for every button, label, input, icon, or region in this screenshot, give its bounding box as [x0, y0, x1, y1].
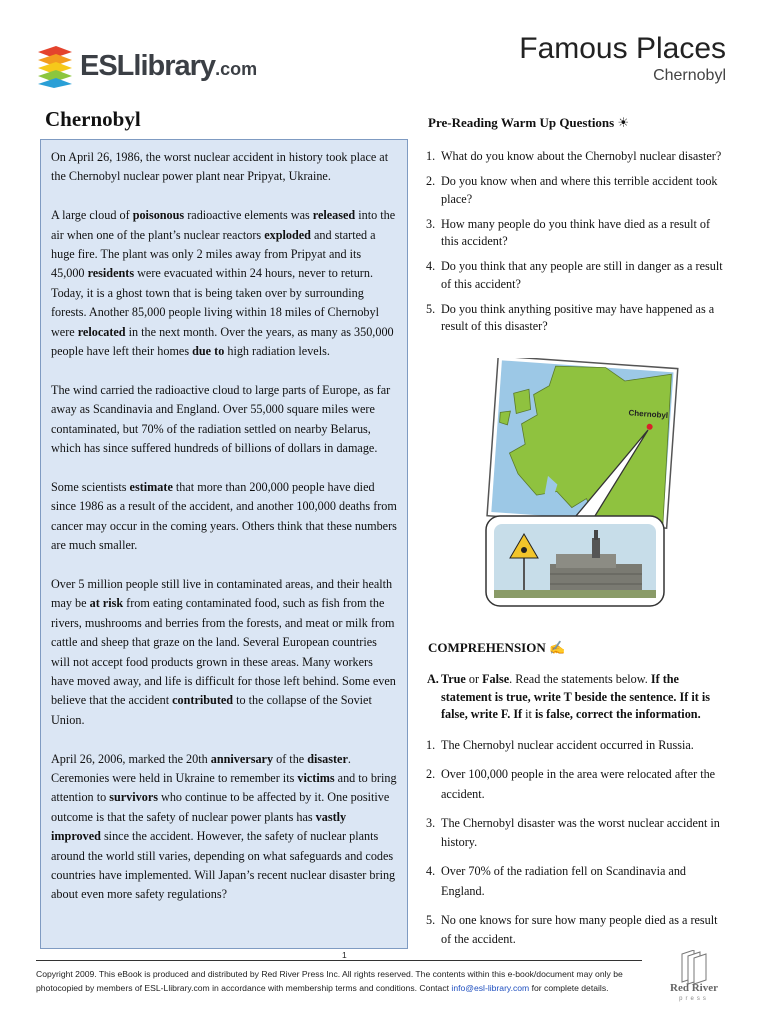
question-text: Do you know when and where this terrible accident took place?	[441, 174, 718, 206]
statement-item	[426, 765, 730, 804]
text-run: The wind carried the radioactive cloud to large parts of Europe, as far away as Scandinavia and England. Over 55,000 square miles were contaminated, but 70% of the radiation settled on nearby Belarus, which has since suffered hundreds of billions of dollars in damage.	[51, 382, 391, 456]
prereading-questions	[426, 148, 730, 343]
vocab-term: disaster	[307, 751, 348, 766]
contact-email-link[interactable]: info@esl-library.com	[451, 983, 530, 993]
question-item	[426, 173, 730, 208]
question-number: 2.	[426, 174, 436, 188]
text-run: who continue to be affected by it. One positive outcome is that the safety of nuclear power plants has	[51, 790, 390, 824]
comprehension-heading: COMPREHENSION ✍	[428, 640, 566, 655]
vocab-term: relocated	[77, 324, 126, 339]
copyright-notice	[36, 967, 651, 995]
question-item	[426, 148, 730, 166]
statement-item	[426, 911, 730, 950]
question-number: 4.	[426, 259, 436, 273]
question-number: 3.	[426, 216, 436, 231]
reading-paragraph-3	[51, 381, 397, 459]
reading-passage	[40, 139, 408, 949]
copyright-text-end: for complete details.	[529, 983, 609, 993]
question-item	[426, 216, 730, 251]
vocab-term: released	[312, 208, 356, 223]
text-run: in the next month. Over the years, as many as 350,000 people have left their homes	[51, 324, 394, 359]
vocab-term: If the statement is true, write T beside the sentence. If it is false, write F. If	[441, 672, 710, 721]
true-false-statements	[426, 736, 730, 959]
logo-wordmark	[80, 50, 257, 83]
text-run: into the air when one of the plant’s nuclear reactors	[51, 208, 396, 242]
statement-item	[426, 814, 730, 853]
vocab-term: due to	[192, 344, 225, 359]
map-label-chernobyl: Chernobyl	[628, 408, 669, 421]
section-subtitle: Chernobyl	[653, 67, 726, 84]
vocab-term: at risk	[89, 596, 124, 611]
vocab-term: True	[441, 672, 466, 686]
vocab-term: residents	[87, 266, 135, 281]
vocab-term: False	[482, 672, 510, 686]
europe-map-image	[480, 358, 680, 613]
prereading-heading: Pre-Reading Warm Up Questions ☀	[428, 115, 630, 130]
statement-text: Over 70% of the radiation fell on Scandinavia and England.	[441, 864, 687, 898]
statement-text: The Chernobyl nuclear accident occurred in Russia.	[441, 738, 694, 752]
text-run: to the collapse of the Soviet Union.	[51, 693, 372, 727]
vocab-term: estimate	[129, 479, 173, 494]
reading-paragraph-6	[51, 750, 397, 905]
statement-text: Over 100,000 people in the area were relocated after the accident.	[441, 767, 716, 801]
instruction-text	[441, 672, 710, 721]
reading-paragraph-4	[51, 478, 397, 556]
question-text: Do you think that any people are still in danger as a result of this accident?	[441, 259, 723, 291]
text-run: high radiation levels.	[224, 344, 330, 359]
text-run: . Ceremonies were held in Ukraine to remember its	[51, 751, 351, 785]
text-run: Over 5 million people still live in contaminated areas, and their health may be	[51, 576, 393, 611]
reading-paragraph-2	[51, 206, 397, 361]
text-run: it	[522, 707, 535, 721]
statement-number: 3.	[426, 815, 436, 830]
text-run: of the	[273, 751, 308, 766]
copyright-text: Copyright 2009. This eBook is produced and distributed by Red River Press Inc. All rights reserved. The contents within this e-book/document may only be photocopied by members of ESL-Llibrary.com in accordance with membership terms and conditions. Contact	[36, 969, 623, 993]
text-run: from eating contaminated food, such as fish from the rivers, mushrooms and berries from the forests, and meat or milk from cattle and sheep that graze on the land. Several European countries will not accept food products grown in these areas. Many workers have moved away, and life is difficult for those left behind. Some even believe that the accident	[51, 596, 396, 708]
text-run: April 26, 2006, marked the 20th	[51, 751, 211, 766]
text-run: On April 26, 1986, the worst nuclear accident in history took place at the Chernobyl nuclear power plant near Pripyat, Ukraine.	[51, 150, 389, 184]
statement-number: 4.	[426, 864, 436, 878]
reading-paragraph-5	[51, 575, 397, 730]
text-run: radioactive elements was	[184, 208, 313, 223]
question-text: What do you know about the Chernobyl nuclear disaster?	[441, 149, 722, 163]
footer-divider	[36, 960, 642, 961]
text-run: or	[465, 672, 483, 686]
vocab-term: anniversary	[210, 751, 274, 766]
logo-main: ESLlibrary	[80, 50, 216, 82]
instruction-letter: A.	[427, 672, 439, 686]
comprehension-instructions	[427, 671, 727, 724]
chernobyl-map-illustration	[480, 358, 680, 613]
statement-number: 2.	[426, 767, 436, 781]
vocab-term: victims	[297, 770, 335, 785]
text-run: Some scientists	[51, 479, 130, 494]
question-text: Do you think anything positive may have happened as a result of this disaster?	[441, 301, 715, 333]
text-run: and to bring attention to	[51, 770, 397, 805]
text-run: were evacuated within 24 hours, never to return. Today, it is a ghost town that is being taken over by surrounding forests. Another 85,000 people living within 18 miles of Chernobyl were	[51, 266, 380, 339]
statement-text: The Chernobyl disaster was the worst nuclear accident in history.	[441, 815, 720, 849]
statement-item	[426, 736, 730, 756]
statement-text: No one knows for sure how many people died as a result of the accident.	[441, 912, 718, 946]
text-run: since the accident. However, the safety of nuclear plants around the world still varies, depending on what safeguards and codes countries have implemented. Will Japan’s recent nuclear disaster bring about even more safety regulations?	[51, 829, 396, 902]
vocab-term: poisonous	[132, 208, 185, 223]
section-title: Famous Places	[519, 32, 726, 65]
vocab-term: exploded	[264, 227, 311, 242]
vocab-term: survivors	[109, 790, 158, 805]
vocab-term: contributed	[172, 693, 234, 708]
esl-library-logo	[36, 44, 276, 94]
publisher-press: press	[679, 996, 709, 1002]
statement-number: 1.	[426, 738, 436, 752]
reading-title: Chernobyl	[45, 107, 141, 131]
statement-item	[426, 862, 730, 901]
text-run: that more than 200,000 people have died since 1986 as a result of the accident, and another 100,000 deaths from cancer may occur in the coming years. Others think that these numbers are much smaller.	[51, 479, 397, 553]
books-stack-icon	[36, 44, 74, 88]
text-run: A large cloud of	[51, 208, 133, 223]
text-run: and started a huge fire. The plant was only 2 miles away from Pripyat and its 45,000	[51, 227, 376, 281]
logo-com: .com	[215, 59, 258, 79]
reading-paragraph-1	[51, 148, 397, 187]
text-run: . Read the statements below.	[509, 672, 651, 686]
vocab-term: is false, correct the information.	[535, 707, 701, 721]
statement-number: 5.	[426, 912, 436, 927]
publisher-name: Red River	[670, 982, 718, 994]
question-number: 5.	[426, 301, 436, 316]
question-text: How many people do you think have died as a result of this accident?	[441, 216, 711, 248]
vocab-term: vastly improved	[51, 809, 347, 844]
red-river-books-icon	[664, 950, 724, 1012]
question-item	[426, 258, 730, 293]
question-number: 1.	[426, 149, 436, 163]
question-item	[426, 301, 730, 336]
page-number: 1	[342, 950, 347, 960]
